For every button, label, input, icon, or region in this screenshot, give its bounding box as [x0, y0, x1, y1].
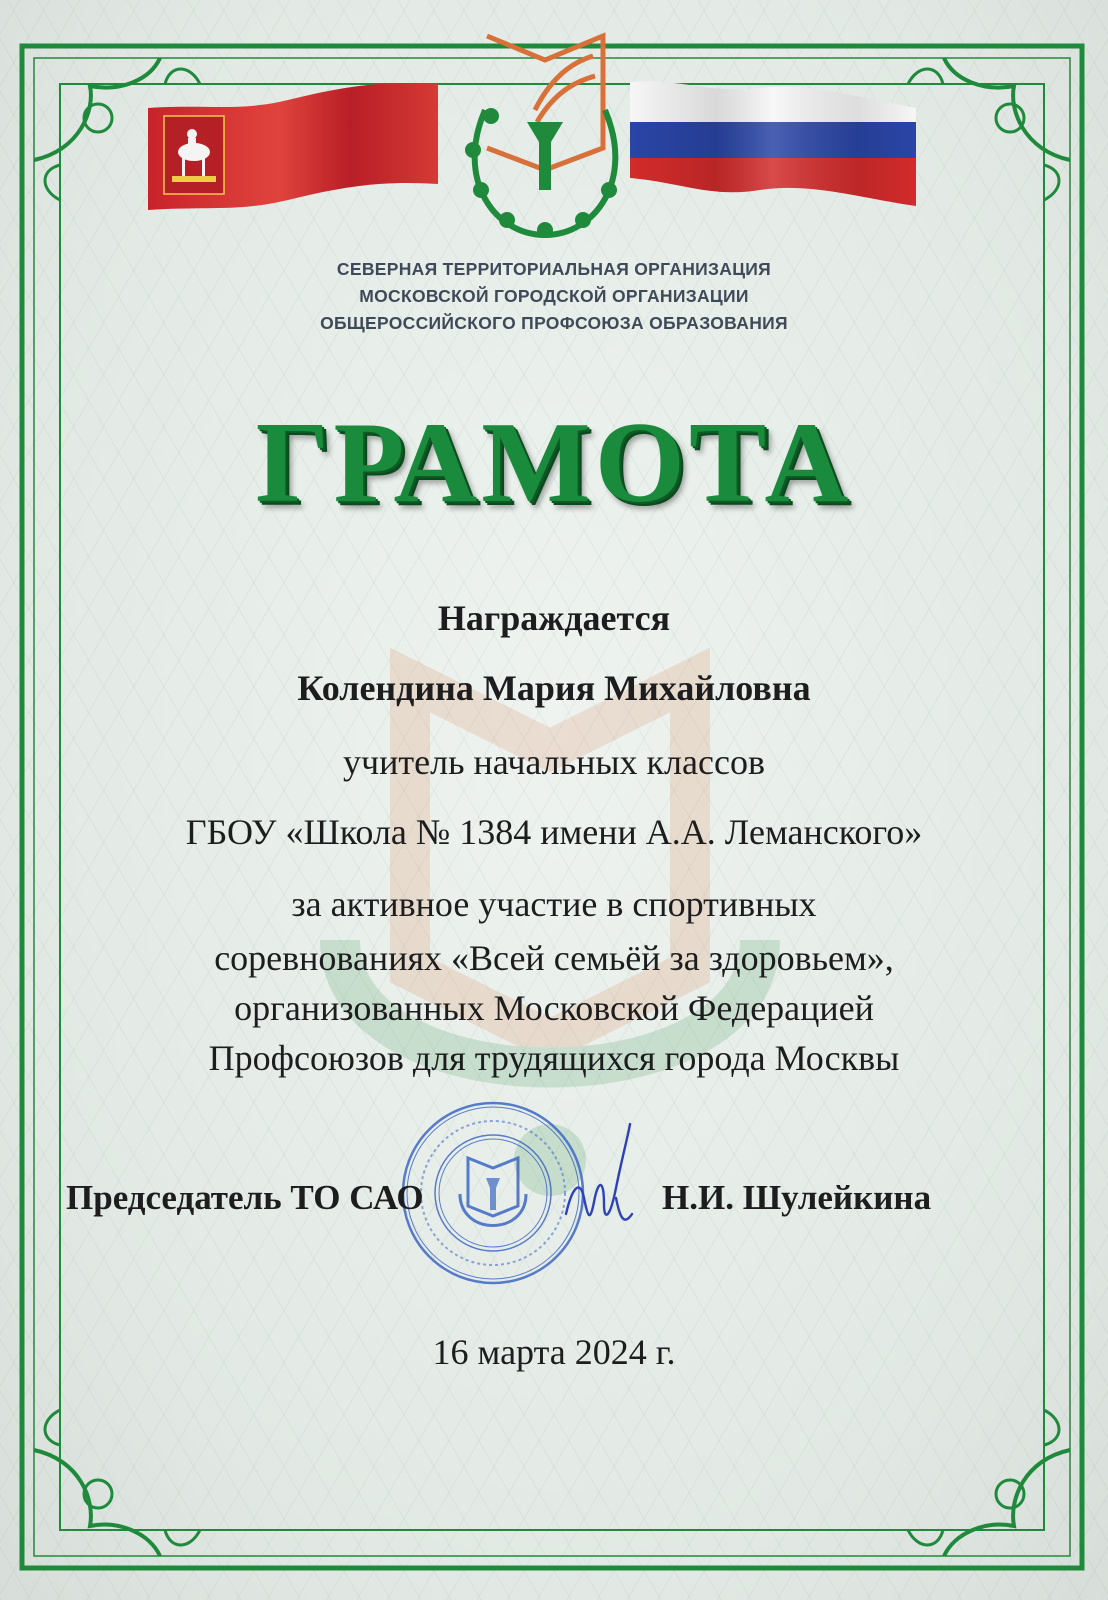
reason-line-1: за активное участие в спортивных — [291, 884, 817, 924]
recipient-school: ГБОУ «Школа № 1384 имени А.А. Леманского» — [185, 812, 923, 852]
union-emblem-icon — [455, 30, 635, 240]
issue-date: 16 марта 2024 г. — [432, 1332, 676, 1372]
handwritten-signature — [560, 1118, 650, 1248]
russia-flag-icon — [630, 74, 916, 206]
certificate-title: ГРАМОТА — [255, 399, 853, 527]
signatory-title: Председатель ТО САО — [66, 1178, 424, 1217]
org-line-2: МОСКОВСКОЙ ГОРОДСКОЙ ОРГАНИЗАЦИИ — [359, 286, 749, 306]
recipient-name: Колендина Мария Михайловна — [297, 668, 811, 708]
reason-line-2: соревнованиях «Всей семьёй за здоровьем», — [214, 938, 894, 978]
awarded-label: Награждается — [437, 598, 671, 638]
org-line-3: ОБЩЕРОССИЙСКОГО ПРОФСОЮЗА ОБРАЗОВАНИЯ — [320, 313, 788, 333]
moscow-flag-icon — [148, 78, 438, 213]
reason-line-3: организованных Московской Федерацией — [234, 988, 874, 1028]
organization-header — [180, 256, 928, 337]
recipient-position: учитель начальных классов — [343, 742, 765, 782]
org-line-1: СЕВЕРНАЯ ТЕРРИТОРИАЛЬНАЯ ОРГАНИЗАЦИЯ — [336, 259, 772, 279]
signatory-name: Н.И. Шулейкина — [662, 1178, 932, 1217]
reason-line-4: Профсоюзов для трудящихся города Москвы — [208, 1038, 900, 1078]
award-reason — [60, 882, 1048, 1080]
